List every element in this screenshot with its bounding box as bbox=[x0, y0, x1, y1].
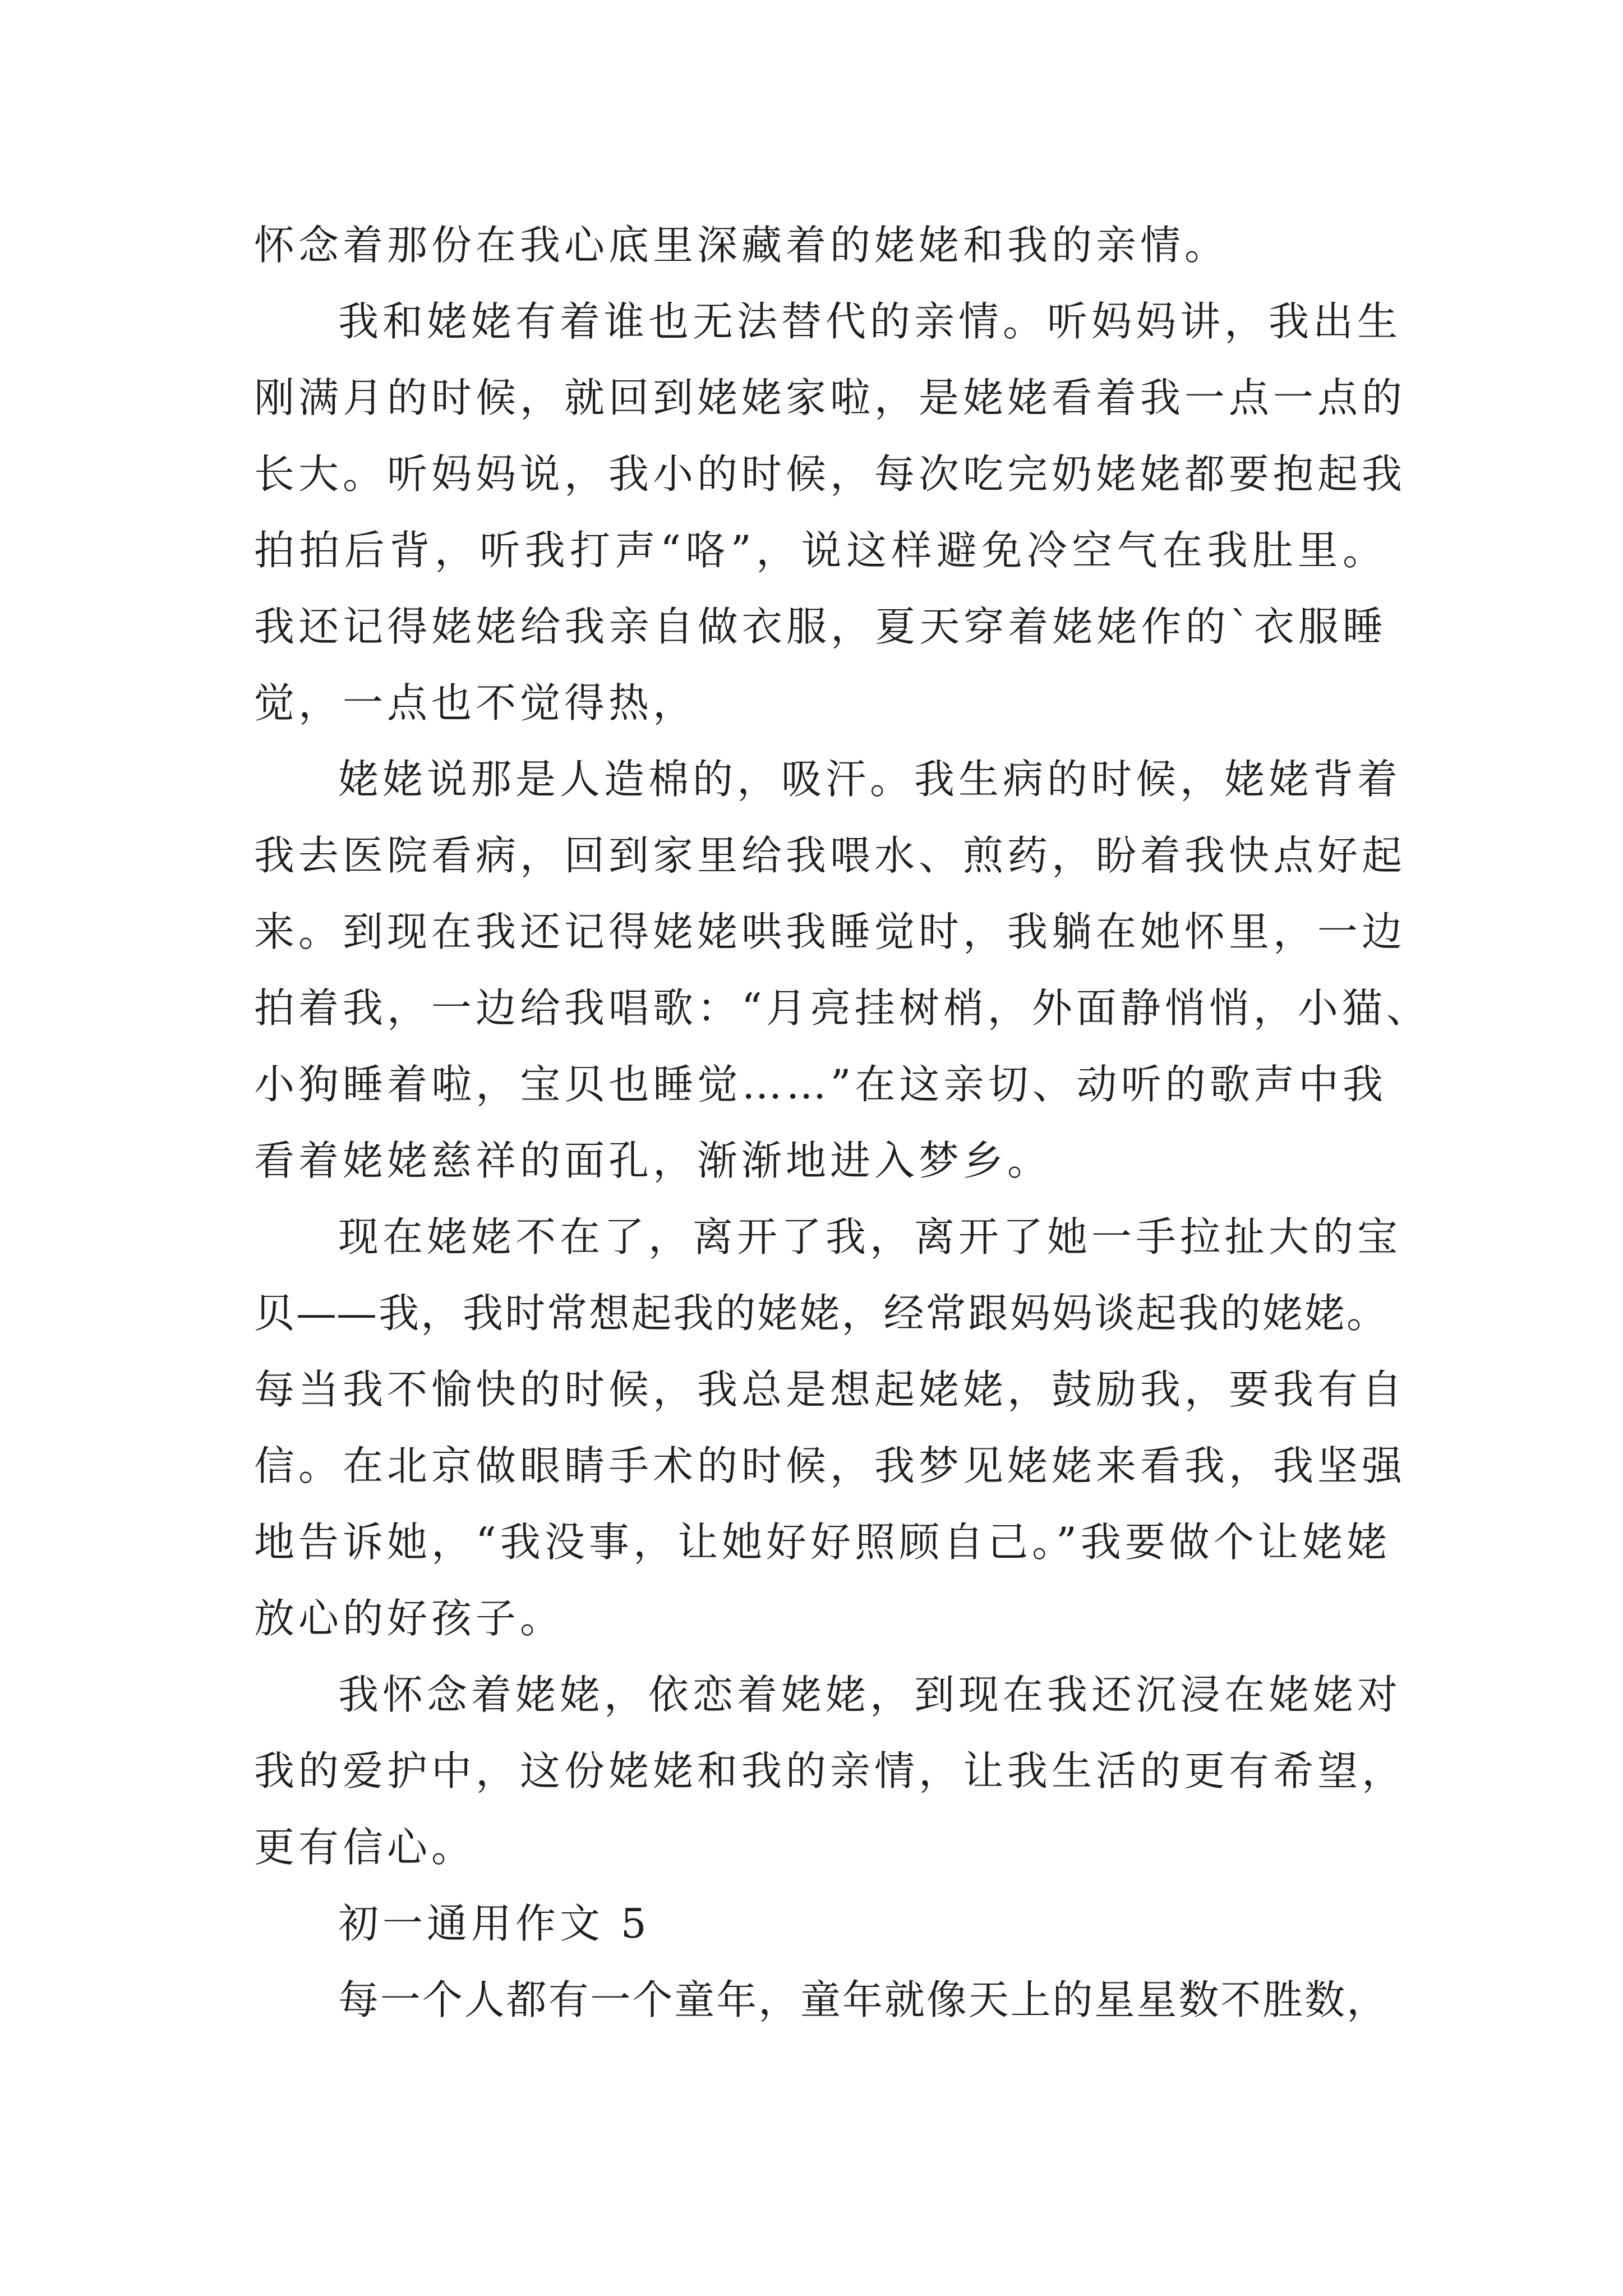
text-line-9: 我去医院看病，回到家里给我喂水、煎药，盼着我快点好起 bbox=[254, 832, 1407, 879]
text-line-3: 刚满月的时候，就回到姥姥家啦，是姥姥看着我一点一点的 bbox=[254, 374, 1407, 421]
text-line-4: 长大。听妈妈说，我小的时候，每次吃完奶姥姥都要抱起我 bbox=[254, 450, 1407, 498]
text-line-14: 现在姥姥不在了，离开了我，离开了她一手拉扯大的宝 bbox=[338, 1213, 1402, 1260]
text-line-5: 拍拍后背，听我打声“咯”，说这样避免冷空气在我肚里。 bbox=[254, 527, 1387, 574]
text-line-2: 我和姥姥有着谁也无法替代的亲情。听妈妈讲，我出生 bbox=[338, 298, 1402, 345]
text-line-20: 我怀念着姥姥，依恋着姥姥，到现在我还沉浸在姥姥对 bbox=[338, 1671, 1402, 1718]
text-line-21: 我的爱护中，这份姥姥和我的亲情，让我生活的更有希望， bbox=[254, 1747, 1407, 1795]
section-heading: 初一通用作文 5 bbox=[338, 1900, 651, 1947]
text-line-17: 信。在北京做眼睛手术的时候，我梦见姥姥来看我，我坚强 bbox=[254, 1442, 1407, 1489]
text-line-6: 我还记得姥姥给我亲自做衣服，夏天穿着姥姥作的`衣服睡 bbox=[254, 603, 1387, 650]
text-line-11: 拍着我，一边给我唱歌：“月亮挂树梢，外面静悄悄，小猫、 bbox=[254, 984, 1431, 1032]
text-line-7: 觉，一点也不觉得热， bbox=[254, 679, 698, 726]
text-line-10: 来。到现在我还记得姥姥哄我睡觉时，我躺在她怀里，一边 bbox=[254, 908, 1407, 955]
text-line-16: 每当我不愉快的时候，我总是想起姥姥，鼓励我，要我有自 bbox=[254, 1366, 1407, 1413]
text-line-12: 小狗睡着啦，宝贝也睡觉……”在这亲切、动听的歌声中我 bbox=[254, 1061, 1387, 1108]
text-line-1: 怀念着那份在我心底里深藏着的姥姥和我的亲情。 bbox=[254, 222, 1229, 269]
text-line-15: 贝——我，我时常想起我的姥姥，经常跟妈妈谈起我的姥姥。 bbox=[254, 1290, 1387, 1337]
text-line-19: 放心的好孩子。 bbox=[254, 1595, 565, 1642]
text-line-8: 姥姥说那是人造棉的，吸汗。我生病的时候，姥姥背着 bbox=[338, 756, 1402, 803]
text-line-18: 地告诉她，“我没事，让她好好照顾自己。”我要做个让姥姥 bbox=[254, 1519, 1387, 1566]
text-line-22: 更有信心。 bbox=[254, 1824, 476, 1871]
text-line-13: 看着姥姥慈祥的面孔，渐渐地进入梦乡。 bbox=[254, 1137, 1052, 1184]
text-line-24: 每一个人都有一个童年，童年就像天上的星星数不胜数， bbox=[338, 1976, 1387, 2023]
